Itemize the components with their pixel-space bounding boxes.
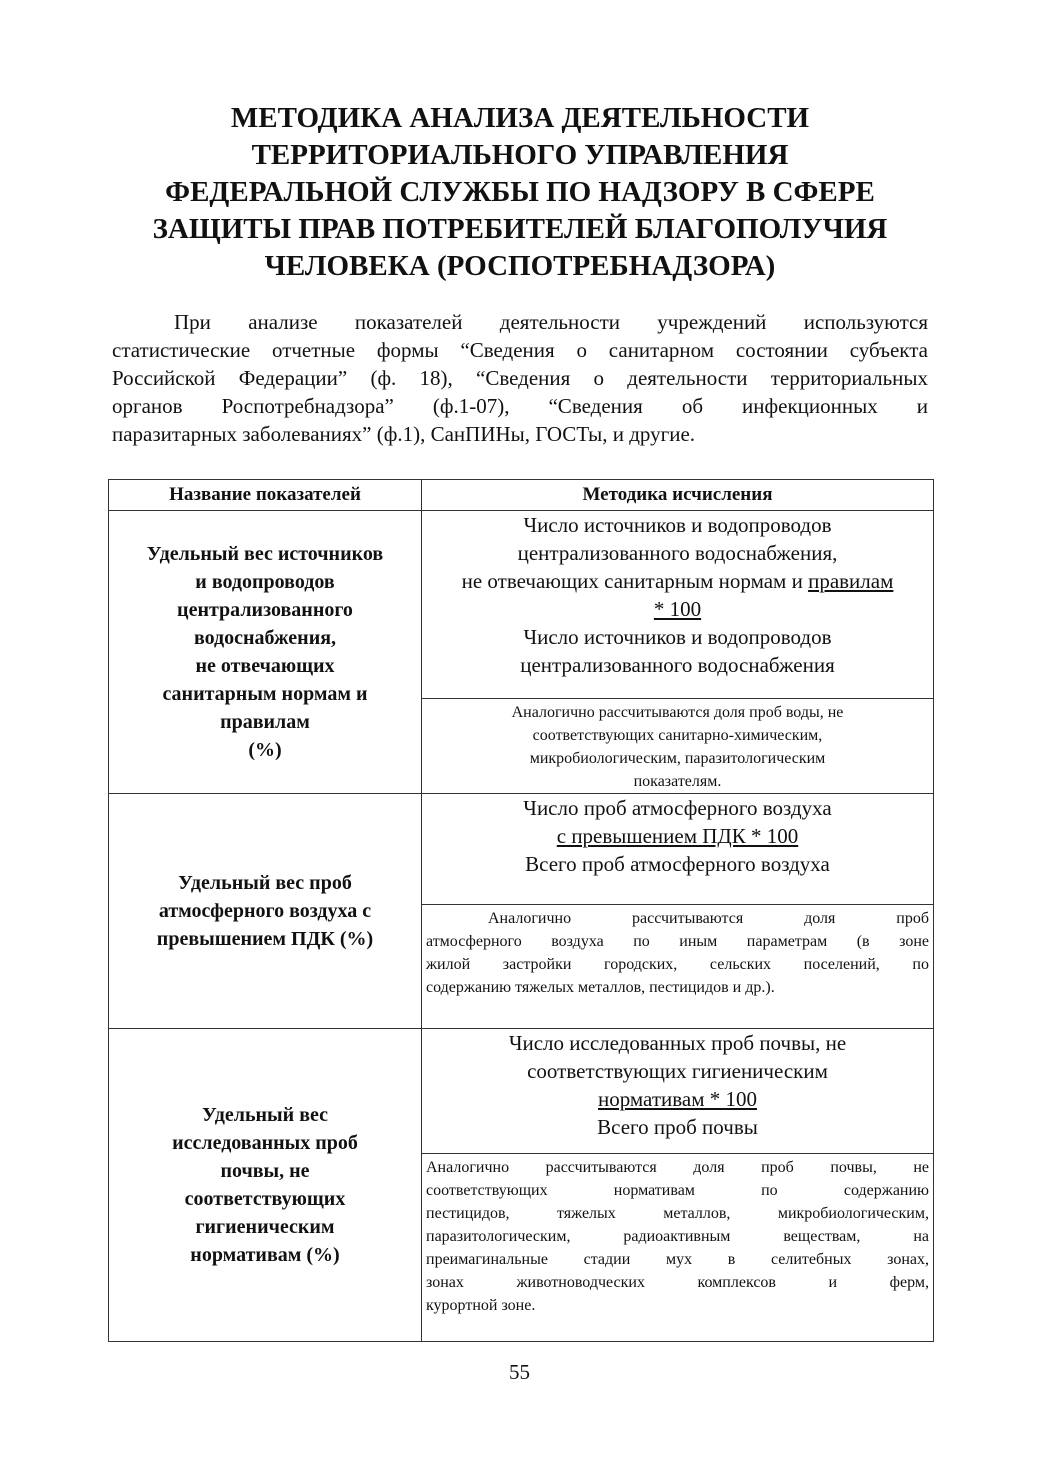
note-line: соответствующих нормативам по содержанию	[426, 1182, 929, 1199]
title-line: ЧЕЛОВЕКА (РОСПОТРЕБНАДЗОРА)	[264, 250, 776, 282]
indicator-name-line: атмосферного воздуха с	[158, 900, 372, 922]
note-line: курортной зоне.	[426, 1297, 536, 1314]
indicator-name-line: не отвечающих	[195, 655, 335, 677]
indicator-name-cell	[109, 511, 422, 794]
note-line: преимагинальные стадии мух в селитебных зонах,	[426, 1251, 929, 1268]
indicator-name-line: нормативам (%)	[190, 1244, 340, 1266]
indicator-name-line: правилам	[220, 711, 310, 733]
formula-cell	[422, 511, 934, 699]
note-line: пестицидов, тяжелых металлов, микробиологическим,	[426, 1205, 929, 1222]
indicator-name-cell	[109, 1029, 422, 1342]
table-row	[109, 794, 934, 905]
formula-text-underlined: с превышением ПДК * 100	[556, 824, 799, 848]
indicator-name-line: почвы, не	[220, 1160, 310, 1182]
indicator-name-cell	[109, 794, 422, 1029]
note-line: атмосферного воздуха по иным параметрам (в зоне	[426, 933, 929, 950]
formula-text-underlined: нормативам * 100	[597, 1087, 757, 1111]
indicator-name-line: Удельный вес источников	[146, 543, 384, 565]
indicator-name-line: превышением ПДК (%)	[156, 928, 374, 950]
intro-line: органов Роспотребнадзора” (ф.1-07), “Сведения об инфекционных и	[112, 394, 928, 418]
table-header-row	[109, 480, 934, 511]
indicator-name-line: исследованных проб	[172, 1132, 358, 1154]
note-line: Аналогично рассчитываются доля проб	[488, 910, 929, 927]
indicator-name-line: централизованного	[177, 599, 353, 621]
formula-line: Число источников и водопроводов	[523, 625, 832, 649]
title-line: ЗАЩИТЫ ПРАВ ПОТРЕБИТЕЛЕЙ БЛАГОПОЛУЧИЯ	[152, 213, 888, 245]
formula-text-underlined: * 100	[653, 597, 702, 621]
note-line: показателям.	[633, 773, 722, 790]
column-header-method: Методика исчисления	[422, 480, 934, 511]
indicator-name-line: (%)	[248, 739, 282, 761]
intro-line: Российской Федерации” (ф. 18), “Сведения о деятельности территориальных	[112, 366, 928, 390]
indicator-name-line: гигиеническим	[195, 1216, 335, 1238]
formula-cell	[422, 794, 934, 905]
formula-line	[422, 1085, 933, 1113]
note-cell	[422, 905, 934, 1029]
note-line: Аналогично рассчитываются доля проб почвы, не	[426, 1159, 929, 1176]
formula-line	[422, 822, 933, 850]
note-cell	[422, 699, 934, 794]
note-line: жилой застройки городских, сельских поселений, по	[426, 956, 929, 973]
note-cell	[422, 1154, 934, 1342]
formula-line: Число источников и водопроводов	[523, 513, 832, 537]
note-line: соответствующих санитарно-химическим,	[532, 727, 823, 744]
table-row	[109, 511, 934, 699]
note-line: паразитологическим, радиоактивным веществам, на	[426, 1228, 929, 1245]
formula-multiplier	[422, 595, 933, 623]
column-header-indicator: Название показателей	[109, 480, 422, 511]
formula-text-underlined: правилам	[808, 569, 894, 593]
document-title	[100, 100, 940, 285]
indicator-name-line: санитарным нормам и	[162, 683, 368, 705]
indicator-name-line: соответствующих	[184, 1188, 346, 1210]
intro-line: статистические отчетные формы “Сведения о санитарном состоянии субъекта	[112, 338, 928, 362]
formula-line: централизованного водоснабжения	[520, 653, 835, 677]
formula-line: Число проб атмосферного воздуха	[523, 796, 832, 820]
intro-line: При анализе показателей деятельности учреждений используются	[174, 310, 928, 334]
formula-line: Всего проб почвы	[597, 1115, 758, 1139]
formula-line: Всего проб атмосферного воздуха	[525, 852, 830, 876]
formula-line	[422, 567, 933, 595]
indicator-name-line: Удельный вес	[201, 1104, 328, 1126]
intro-paragraph	[112, 308, 928, 448]
indicator-name-line: водоснабжения,	[193, 627, 337, 649]
note-line: зонах животноводческих комплексов и ферм,	[426, 1274, 929, 1291]
formula-text: не отвечающих санитарным нормам и	[461, 569, 809, 593]
formula-line: соответствующих гигиеническим	[527, 1059, 828, 1083]
formula-line: Число исследованных проб почвы, не	[508, 1031, 847, 1055]
intro-line: паразитарных заболеваниях” (ф.1), СанПИНы, ГОСТы, и другие.	[112, 422, 696, 446]
formula-cell	[422, 1029, 934, 1154]
title-line: МЕТОДИКА АНАЛИЗА ДЕЯТЕЛЬНОСТИ	[230, 102, 810, 134]
note-line: Аналогично рассчитываются доля проб воды, не	[511, 704, 844, 721]
formula-line: централизованного водоснабжения,	[517, 541, 838, 565]
note-line: микробиологическим, паразитологическим	[529, 750, 826, 767]
title-line: ТЕРРИТОРИАЛЬНОГО УПРАВЛЕНИЯ	[251, 139, 789, 171]
note-line: содержанию тяжелых металлов, пестицидов и др.).	[426, 979, 775, 996]
indicator-name-line: Удельный вес проб	[178, 872, 352, 894]
title-line: ФЕДЕРАЛЬНОЙ СЛУЖБЫ ПО НАДЗОРУ В СФЕРЕ	[165, 176, 875, 208]
indicators-table	[108, 479, 934, 1342]
indicator-name-line: и водопроводов	[195, 571, 335, 593]
page-number: 55	[509, 1360, 530, 1384]
table-row	[109, 1029, 934, 1154]
